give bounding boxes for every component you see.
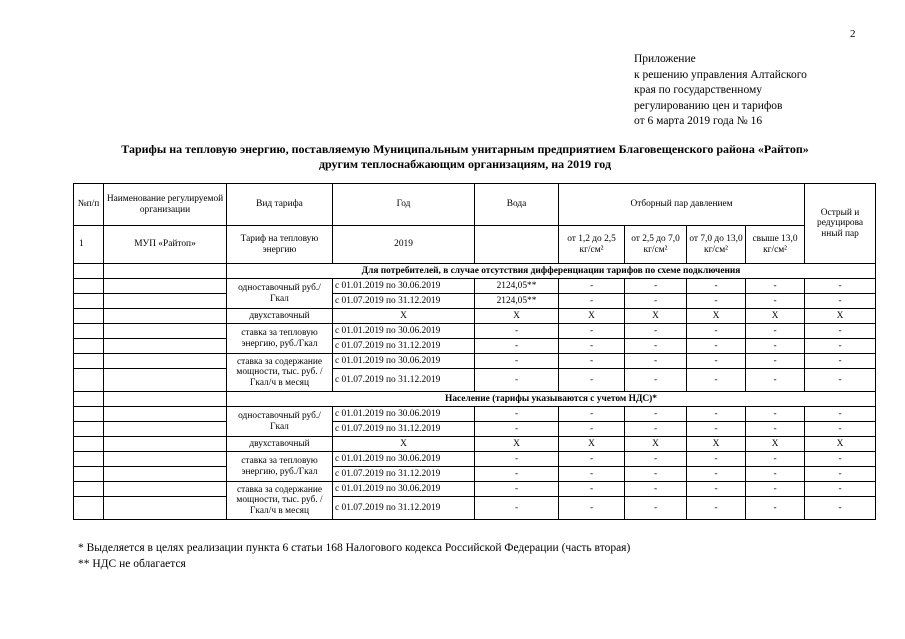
value-cell-p4: - [746,407,805,422]
appendix-line: Приложение [634,53,696,65]
first-data-row [74,226,876,264]
header-year: Год [333,184,475,226]
empty-cell [104,279,227,294]
value-cell-sharp: - [805,407,876,422]
appendix-note [634,52,807,130]
value-cell-p1: X [559,309,625,324]
pressure-header-4: свыше 13,0 кг/см² [746,226,805,264]
value-cell-water: - [475,422,559,437]
period-cell: с 01.01.2019 по 30.06.2019 [333,279,475,294]
table-body [74,184,876,520]
empty-cell [104,369,227,392]
value-cell-p4: - [746,467,805,482]
value-cell-p4: - [746,497,805,520]
value-cell-p1: - [559,482,625,497]
pressure-header-1: от 1,2 до 2,5 кг/см² [559,226,625,264]
value-cell-p2: - [625,324,687,339]
value-cell-water: X [475,309,559,324]
value-cell-water: - [475,452,559,467]
value-cell-p2: - [625,497,687,520]
value-cell-water: - [475,467,559,482]
tariff-table [73,183,876,520]
period-cell: с 01.01.2019 по 30.06.2019 [333,354,475,369]
period-cell: X [333,437,475,452]
empty-cell [104,309,227,324]
empty-cell [104,437,227,452]
value-cell-p4: - [746,422,805,437]
header-sharp-steam: Острый и редуцирова нный пар [805,184,876,264]
value-cell-water: - [475,339,559,354]
value-cell-p2: - [625,279,687,294]
energy-rate-label: ставка за тепловую энергию, руб./Гкал [227,452,333,482]
value-cell-water: - [475,324,559,339]
empty-cell [104,497,227,520]
value-cell-p3: - [687,279,746,294]
row-number: 1 [74,226,104,264]
value-cell-p4: X [746,309,805,324]
value-cell-p4: - [746,354,805,369]
value-cell-p3: - [687,422,746,437]
table-row [74,339,876,354]
value-cell-p3: X [687,309,746,324]
period-cell: с 01.07.2019 по 31.12.2019 [333,339,475,354]
value-cell-p2: X [625,437,687,452]
value-cell-p1: - [559,467,625,482]
value-cell-water: - [475,354,559,369]
table-row [74,407,876,422]
table-row [74,354,876,369]
value-cell-p2: - [625,482,687,497]
value-cell-p4: - [746,294,805,309]
single-rate-label: одноставочный руб./Гкал [227,407,333,437]
value-cell-sharp: - [805,467,876,482]
value-cell-sharp: - [805,339,876,354]
value-cell-p2: - [625,422,687,437]
table-row [74,294,876,309]
pressure-header-3: от 7,0 до 13,0 кг/см² [687,226,746,264]
value-cell-p3: - [687,407,746,422]
energy-rate-label: ставка за тепловую энергию, руб./Гкал [227,324,333,354]
period-cell: с 01.01.2019 по 30.06.2019 [333,482,475,497]
two-part-label: двухставочный [227,309,333,324]
empty-cell [74,294,104,309]
period-cell: X [333,309,475,324]
section-heading-row [74,264,876,279]
section-heading: Население (тарифы указываются с учетом НДС)* [227,392,876,407]
value-cell-sharp: X [805,309,876,324]
empty-cell [104,422,227,437]
footnote: * Выделяется в целях реализации пункта 6 статьи 168 Налогового кодекса Российской Федерации (часть вторая) [78,542,631,554]
empty-cell [74,324,104,339]
pressure-header-2: от 2,5 до 7,0 кг/см² [625,226,687,264]
empty-cell [74,467,104,482]
value-cell-water: - [475,482,559,497]
empty-cell [104,482,227,497]
value-cell-sharp: - [805,294,876,309]
value-cell-p3: - [687,369,746,392]
table-row [74,482,876,497]
value-cell-p1: - [559,452,625,467]
value-cell-water: 2124,05** [475,294,559,309]
table-row [74,369,876,392]
empty-cell [74,354,104,369]
value-cell-p2: - [625,339,687,354]
document-title [60,142,870,172]
value-cell-p3: - [687,339,746,354]
org-name: МУП «Райтоп» [104,226,227,264]
value-cell-sharp: - [805,422,876,437]
empty-cell [74,339,104,354]
value-cell-p3: X [687,437,746,452]
value-cell-water: 2124,05** [475,279,559,294]
value-cell-sharp: - [805,482,876,497]
header-num: №п/п [74,184,104,226]
table-row [74,422,876,437]
section-heading: Для потребителей, в случае отсутствия дифференциации тарифов по схеме подключения [227,264,876,279]
table-row [74,452,876,467]
value-cell-p1: - [559,354,625,369]
empty-cell [74,264,104,279]
title-line: другим теплоснабжающим организациям, на 2019 год [318,157,612,171]
empty-cell [74,392,104,407]
empty-cell [104,467,227,482]
value-cell-p3: - [687,324,746,339]
value-cell-sharp: - [805,324,876,339]
header-tariff-type: Вид тарифа [227,184,333,226]
empty-cell [104,264,227,279]
empty-cell [74,497,104,520]
section-heading-row [74,392,876,407]
value-cell-p3: - [687,467,746,482]
value-cell-sharp: X [805,437,876,452]
period-cell: с 01.01.2019 по 30.06.2019 [333,407,475,422]
value-cell-p3: - [687,482,746,497]
value-cell-p1: - [559,369,625,392]
tariff-type: Тариф на тепловую энергию [227,226,333,264]
value-cell-p1: - [559,422,625,437]
capacity-rate-label: ставка за содержание мощности, тыс. руб. /Гкал/ч в месяц [227,354,333,392]
table-row [74,279,876,294]
value-cell-p2: - [625,294,687,309]
empty-cell [74,482,104,497]
empty-cell [104,392,227,407]
table-row [74,324,876,339]
value-cell-p4: - [746,279,805,294]
period-cell: с 01.01.2019 по 30.06.2019 [333,452,475,467]
capacity-rate-label: ставка за содержание мощности, тыс. руб. /Гкал/ч в месяц [227,482,333,520]
header-org: Наименование регулируемой организации [104,184,227,226]
page-number: 2 [850,28,856,40]
header-water: Вода [475,184,559,226]
empty-cell [74,437,104,452]
value-cell-sharp: - [805,497,876,520]
value-cell-p2: - [625,467,687,482]
table-row [74,497,876,520]
value-cell-p2: - [625,354,687,369]
empty-cell [104,294,227,309]
value-cell-p3: - [687,497,746,520]
footnote: ** НДС не облагается [78,557,186,570]
value-cell-water: - [475,407,559,422]
value-cell-sharp: - [805,369,876,392]
value-cell-p4: - [746,339,805,354]
empty-cell [104,339,227,354]
value-cell-water: - [475,369,559,392]
tariff-year: 2019 [333,226,475,264]
value-cell-p1: - [559,497,625,520]
value-cell-p4: - [746,452,805,467]
value-cell-water: - [475,497,559,520]
title-line: Тарифы на тепловую энергию, поставляемую Муниципальным унитарным предприятием Благовещенского района «Райтоп» [121,142,809,156]
footnotes [78,541,630,572]
empty-cell [74,452,104,467]
value-cell-sharp: - [805,354,876,369]
empty-cell [104,452,227,467]
value-cell-p2: X [625,309,687,324]
empty-cell [104,407,227,422]
value-cell-p4: X [746,437,805,452]
appendix-line: к решению управления Алтайского [634,68,807,81]
value-cell-sharp: - [805,279,876,294]
period-cell: с 01.01.2019 по 30.06.2019 [333,324,475,339]
value-cell-p1: - [559,294,625,309]
value-cell-p4: - [746,324,805,339]
value-cell-p1: - [559,279,625,294]
empty-cell [104,324,227,339]
water-cell [475,226,559,264]
period-cell: с 01.07.2019 по 31.12.2019 [333,497,475,520]
value-cell-p4: - [746,482,805,497]
empty-cell [74,422,104,437]
two-part-label: двухставочный [227,437,333,452]
value-cell-p2: - [625,369,687,392]
header-steam: Отборный пар давлением [559,184,805,226]
empty-cell [74,407,104,422]
appendix-line: регулированию цен и тарифов [634,99,783,112]
value-cell-p1: - [559,407,625,422]
period-cell: с 01.07.2019 по 31.12.2019 [333,369,475,392]
empty-cell [104,354,227,369]
empty-cell [74,309,104,324]
period-cell: с 01.07.2019 по 31.12.2019 [333,294,475,309]
value-cell-p4: - [746,369,805,392]
two-part-row [74,437,876,452]
table-row [74,467,876,482]
empty-cell [74,369,104,392]
appendix-line: края по государственному [634,84,762,96]
value-cell-p2: - [625,452,687,467]
empty-cell [74,279,104,294]
value-cell-p3: - [687,294,746,309]
value-cell-sharp: - [805,452,876,467]
value-cell-p1: - [559,339,625,354]
appendix-line: от 6 марта 2019 года № 16 [634,115,763,127]
period-cell: с 01.07.2019 по 31.12.2019 [333,422,475,437]
value-cell-p3: - [687,452,746,467]
value-cell-p3: - [687,354,746,369]
single-rate-label: одноставочный руб./Гкал [227,279,333,309]
two-part-row [74,309,876,324]
header-row [74,184,876,226]
value-cell-p2: - [625,407,687,422]
value-cell-p1: X [559,437,625,452]
period-cell: с 01.07.2019 по 31.12.2019 [333,467,475,482]
value-cell-p1: - [559,324,625,339]
value-cell-water: X [475,437,559,452]
